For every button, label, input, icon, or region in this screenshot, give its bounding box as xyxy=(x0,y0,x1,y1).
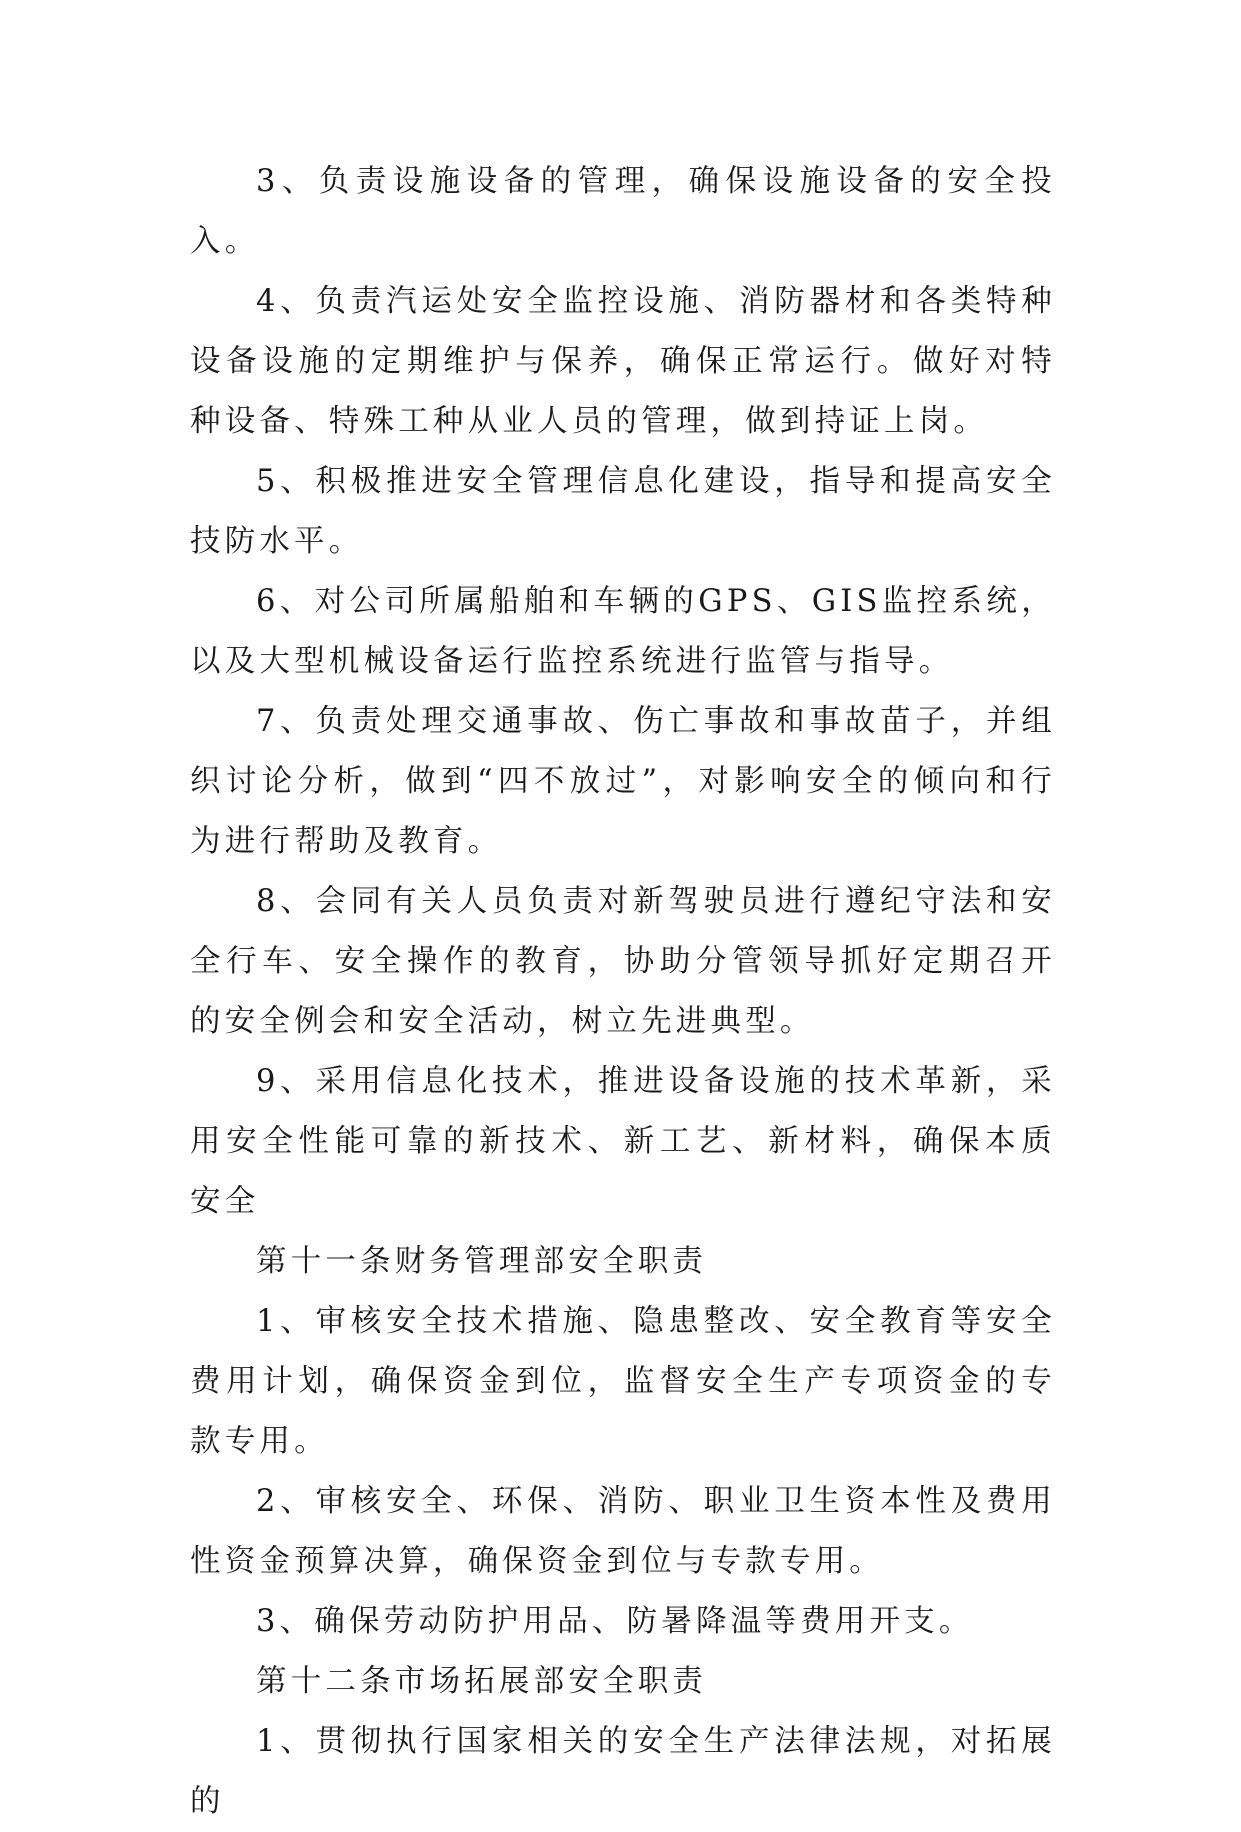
section-heading-article-11: 第十一条财务管理部安全职责 xyxy=(256,1244,708,1279)
document-page xyxy=(190,152,1056,1832)
paragraph-market-item-1: 1、贯彻执行国家相关的安全生产法律法规，对拓展的 xyxy=(190,1724,1056,1819)
paragraph-finance-item-3: 3、确保劳动防护用品、防暑降温等费用开支。 xyxy=(256,1604,974,1639)
paragraph-item-7-accidents: 7、负责处理交通事故、伤亡事故和事故苗子，并组织讨论分析，做到“四不放过”，对影响安全的倾向和行为进行帮助及教育。 xyxy=(190,704,1056,859)
paragraph-item-6-gps-gis: 6、对公司所属船舶和车辆的GPS、GIS监控系统，以及大型机械设备运行监控系统进行监管与指导。 xyxy=(190,584,1056,679)
paragraph-finance-item-2: 2、审核安全、环保、消防、职业卫生资本性及费用性资金预算决算，确保资金到位与专款专用。 xyxy=(190,1484,1056,1579)
paragraph-finance-item-1: 1、审核安全技术措施、隐患整改、安全教育等安全费用计划，确保资金到位，监督安全生产专项资金的专款专用。 xyxy=(190,1304,1056,1459)
paragraph-item-9-technology: 9、采用信息化技术，推进设备设施的技术革新，采用安全性能可靠的新技术、新工艺、新材料，确保本质安全 xyxy=(190,1064,1056,1219)
section-heading-article-12: 第十二条市场拓展部安全职责 xyxy=(256,1664,708,1699)
paragraph-item-4-safety-monitoring: 4、负责汽运处安全监控设施、消防器材和各类特种设备设施的定期维护与保养，确保正常运行。做好对特种设备、特殊工种从业人员的管理，做到持证上岗。 xyxy=(190,284,1056,439)
paragraph-item-8-driver-education: 8、会同有关人员负责对新驾驶员进行遵纪守法和安全行车、安全操作的教育，协助分管领导抓好定期召开的安全例会和安全活动，树立先进典型。 xyxy=(190,884,1056,1039)
paragraph-item-3-facility-management: 3、负责设施设备的管理，确保设施设备的安全投入。 xyxy=(190,164,1056,259)
paragraph-item-5-informatization: 5、积极推进安全管理信息化建设，指导和提高安全技防水平。 xyxy=(190,464,1056,559)
